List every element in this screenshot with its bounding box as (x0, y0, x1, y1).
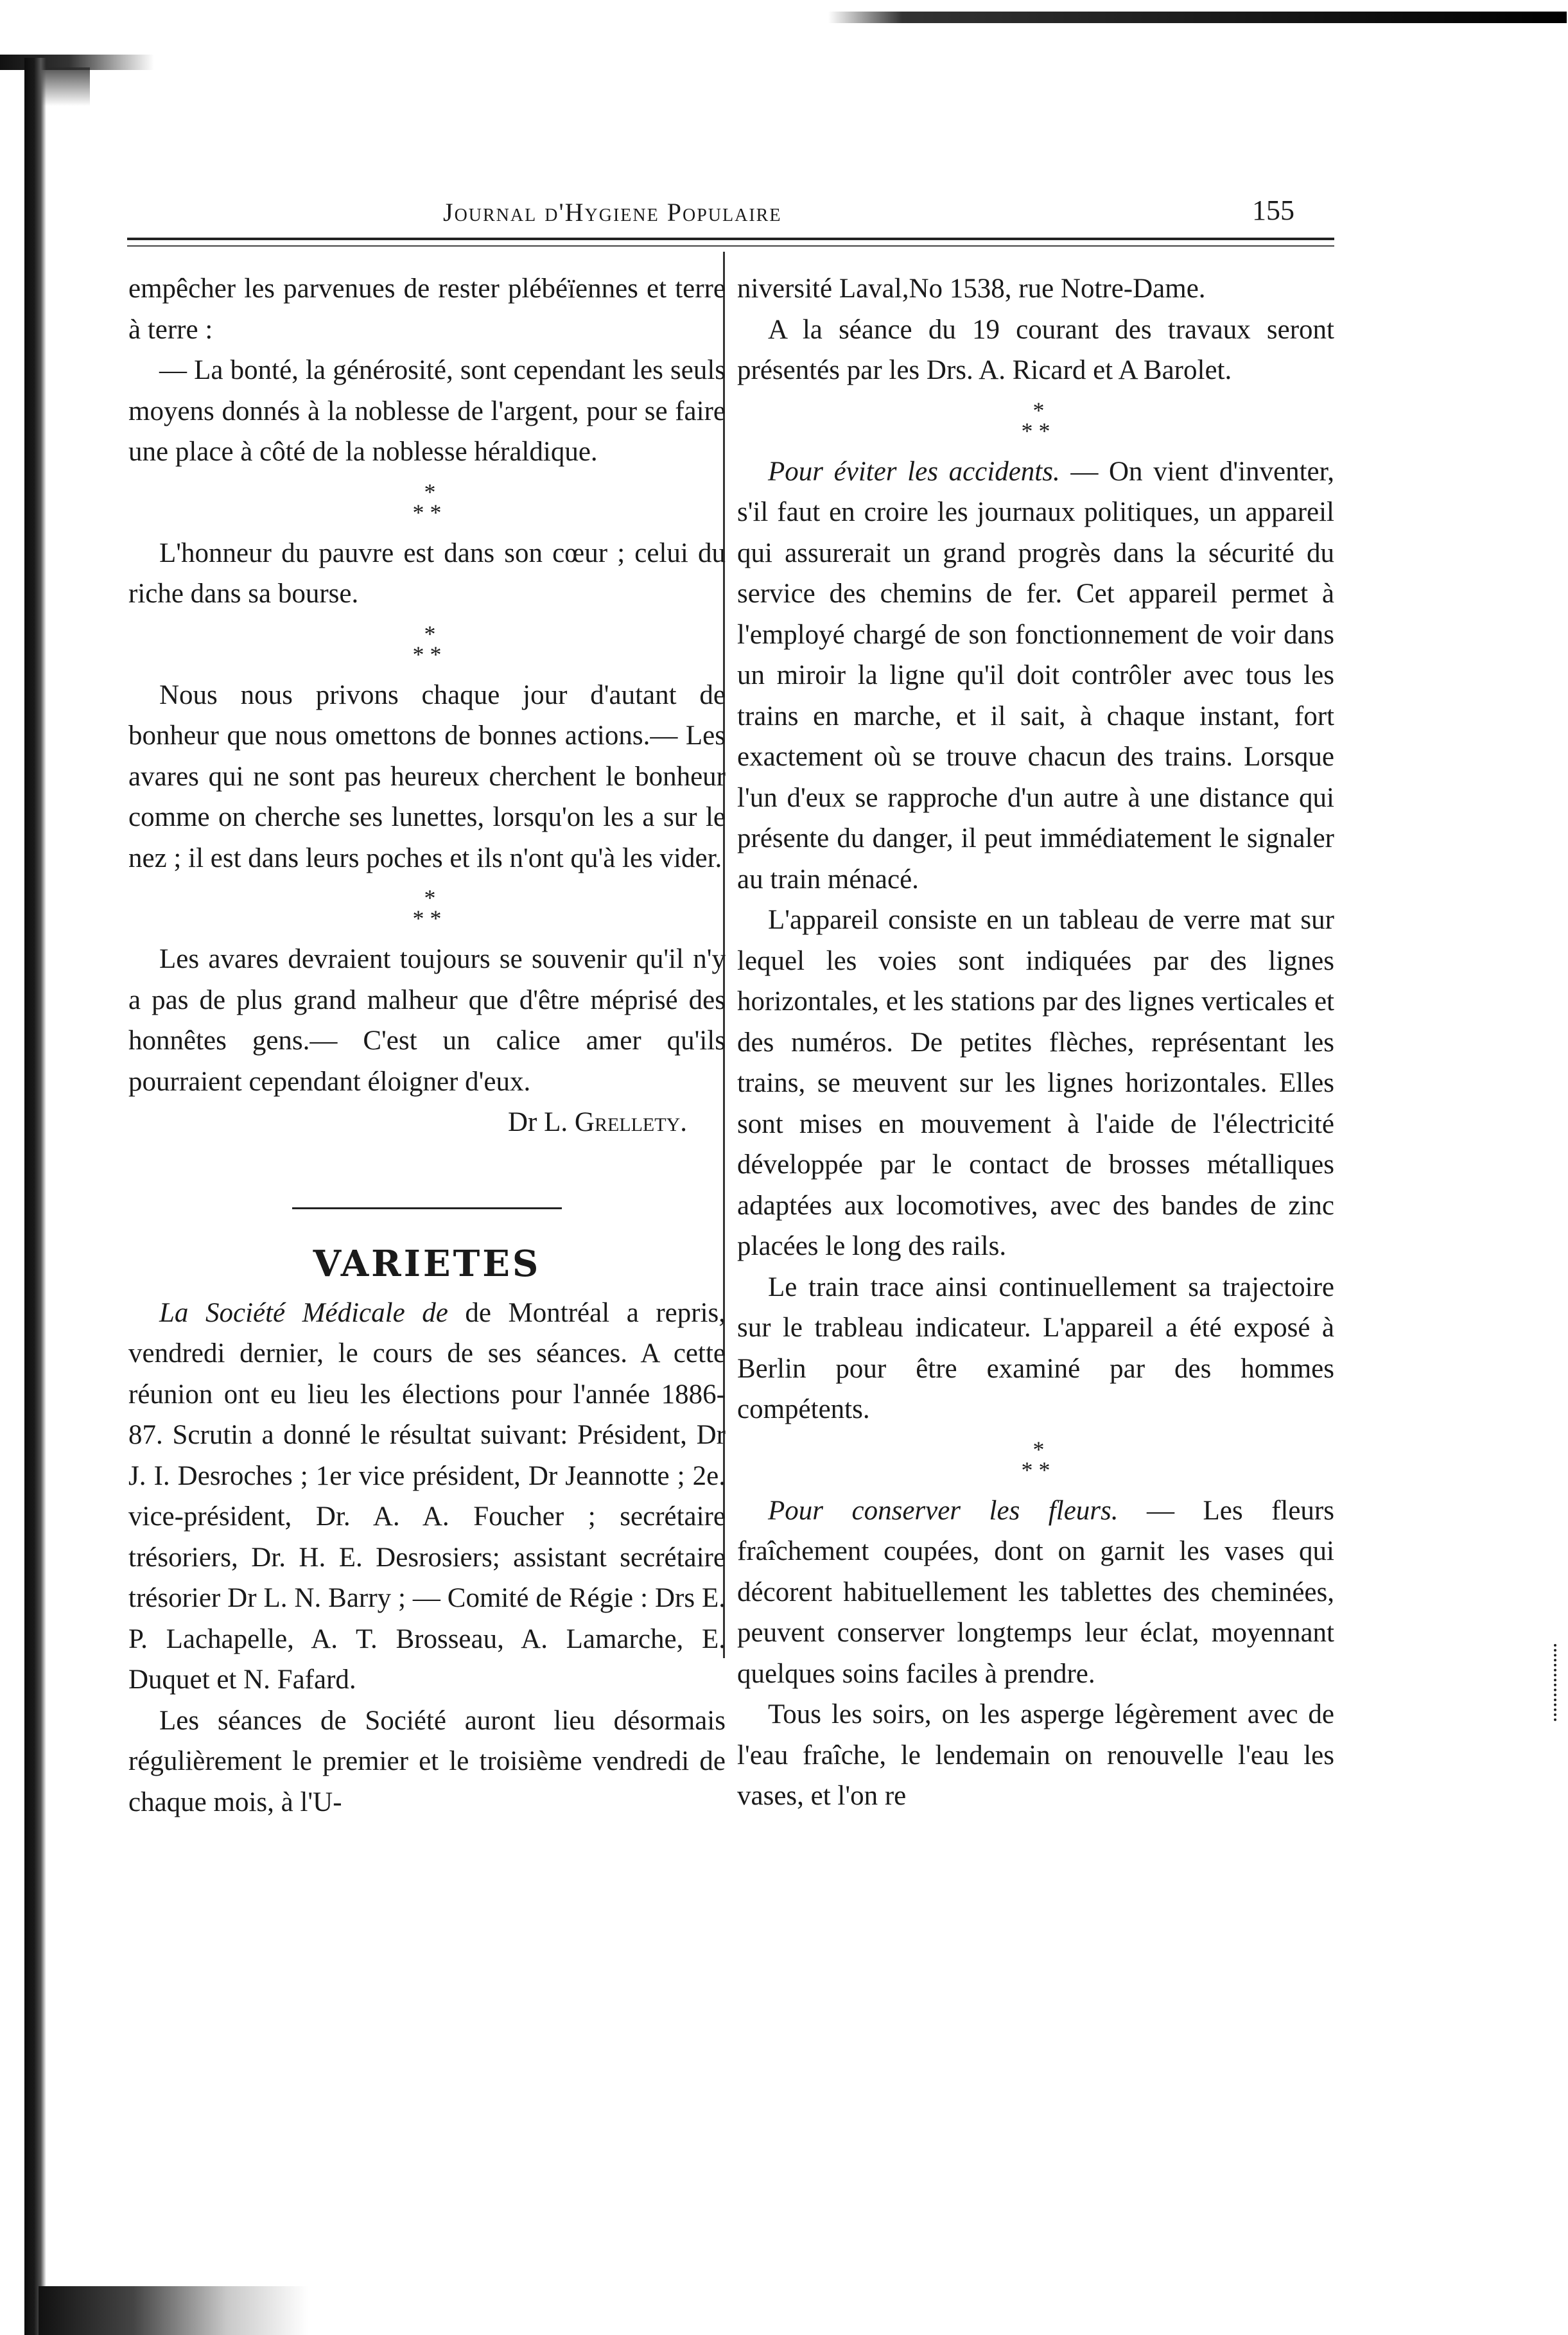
section-rule (292, 1207, 562, 1209)
paragraph (737, 451, 1334, 900)
scan-bottom-left-mark (39, 2286, 308, 2335)
asterism: * * * (412, 885, 442, 931)
scan-binding-edge (24, 58, 46, 2335)
paragraph-lead: La Société Médicale de (159, 1297, 448, 1328)
signature-prefix: Dr L. (508, 1107, 575, 1137)
page-number: 155 (1252, 195, 1294, 226)
paragraph (737, 1491, 1334, 1695)
signature-name: Grellety. (574, 1107, 687, 1137)
paragraph: — La bonté, la générosité, sont cependant les seuls moyens donnés à la noblesse de l'argent, pour se faire une place à côté de la noblesse héraldique. (128, 355, 726, 467)
right-column (737, 268, 1334, 1817)
paragraph: Nous nous privons chaque jour d'autant de bonheur que nous omettons de bonnes actions.— Les avares qui ne sont pas heureux cherchent le bonheur comme on cherche ses lunettes, lorsqu'on les a sur le nez ; il est dans leurs poches et ils n'ont qu'à les vider. (128, 679, 726, 873)
header-rule-thin (127, 245, 1334, 247)
paragraph-text: — Les fleurs fraîchement coupées, dont on garnit les vases qui décorent habituellement les tablettes des cheminées, peuvent conserver longtemps leur éclat, moyennant quelques soins faciles à prendre. (737, 1495, 1334, 1689)
section-title: VARIETES (313, 1242, 541, 1285)
paragraph: niversité Laval,No 1538, rue Notre-Dame. (737, 274, 1206, 304)
header-rule (127, 238, 1334, 240)
scan-top-edge-mark (828, 12, 1567, 23)
paragraph: Les avares devraient toujours se souvenir qu'il n'y a pas de plus grand malheur que d'être méprisé des honnêtes gens.— C'est un calice amer qu'ils pourraient cependant éloigner d'eux. (128, 944, 726, 1097)
paragraph: A la séance du 19 courant des travaux seront présentés par les Drs. A. Ricard et A Barolet. (737, 314, 1334, 385)
paragraph: L'appareil consiste en un tableau de verre mat sur lequel les voies sont indiquées par des lignes horizontales, et les stations par des lignes verticales et des numéros. De petites flèches, représentant les trains, se meuvent sur les lignes horizontales. Elles sont mises en mouvement à l'aide de l'électricité développée par le contact de brosses métalliques adaptées aux locomotives, avec des bandes de zinc placées le long des rails. (737, 905, 1334, 1261)
paragraph: Tous les soirs, on les asperge légèrement avec de l'eau fraîche, le lendemain on renouvelle l'eau les vases, et l'on re (737, 1699, 1334, 1811)
asterism: * * * (1021, 397, 1050, 444)
paragraph: Le train trace ainsi continuellement sa trajectoire sur le trableau indicateur. L'appareil a été exposé à Berlin pour être examiné par des hommes compétents. (737, 1272, 1334, 1424)
signature (128, 1102, 726, 1143)
paragraph-lead: Pour conserver les fleurs. (768, 1495, 1119, 1526)
scan-right-edge-marks (1554, 1644, 1560, 1721)
running-head: Journal d'Hygiene Populaire (443, 198, 782, 227)
asterism: * * * (412, 478, 442, 525)
paragraph: Les séances de Société auront lieu désormais régulièrement le premier et le troisième vendredi de chaque mois, à l'U- (128, 1705, 726, 1817)
asterism: * * * (1021, 1436, 1050, 1483)
paragraph-text: de Montréal a repris, vendredi dernier, le cours de ses séances. A cette réunion ont eu lieu les élections pour l'année 1886-87. Scrutin a donné le résultat suivant: Président, Dr J. I. Desroches ; 1er vice président, Dr Jeannotte ; 2e. vice-président, Dr. A. A. Foucher ; secrétaire trésoriers, Dr. H. E. Desrosiers; assistant secrétaire trésorier Dr L. N. Barry ; — Comité de Régie : Drs E. P. Lachapelle, A. T. Brosseau, A. Lamarche, E. Duquet et N. Fafard. (128, 1297, 726, 1695)
asterism: * * * (412, 620, 442, 667)
paragraph-lead: Pour éviter les accidents. (768, 456, 1060, 487)
paragraph-text: — On vient d'inventer, s'il faut en croire les journaux politiques, un appareil qui assurerait un grand progrès dans la sécurité du service des chemins de fer. Cet appareil permet à l'employé chargé de son fonctionnement de voir dans un miroir la ligne qu'il doit contrôler avec tous les trains en marche, et il sait, à chaque instant, fort exactement où se trouve chacun des trains. Lorsque l'un d'eux se rapproche d'un autre à une distance qui présente du danger, il peut immédiatement le signaler au train ménacé. (737, 456, 1334, 895)
paragraph: L'honneur du pauvre est dans son cœur ; celui du riche dans sa bourse. (128, 538, 726, 609)
left-column (128, 268, 726, 1823)
paragraph: empêcher les parvenues de rester plébéïennes et terre à terre : (128, 274, 726, 345)
paragraph (128, 1293, 726, 1701)
